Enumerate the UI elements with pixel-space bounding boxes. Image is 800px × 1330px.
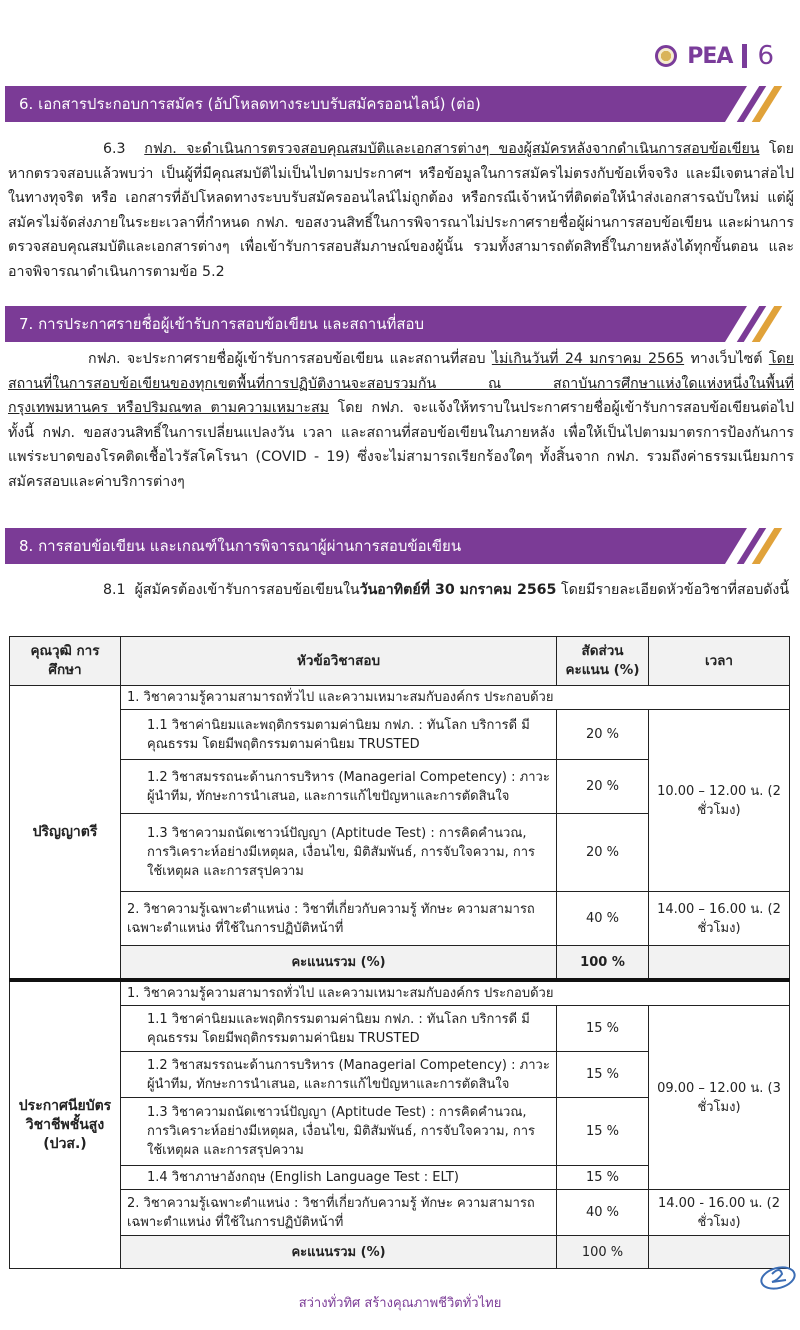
pct-cell: 15 %: [557, 1052, 649, 1098]
section-8-header: [5, 528, 795, 564]
pct-cell: 20 %: [557, 710, 649, 760]
pct-cell: 15 %: [557, 1166, 649, 1190]
exam-date: วันอาทิตย์ที่ 30 มกราคม 2565: [359, 582, 557, 598]
section-6-title: 6. เอกสารประกอบการสมัคร (อัปโหลดทางระบบรับสมัครออนไลน์) (ต่อ): [19, 95, 481, 113]
table-row: [10, 710, 790, 760]
signature-mark-icon: [756, 1262, 796, 1292]
total-label: คะแนนรวม (%): [121, 946, 557, 981]
general-heading: 1. วิชาความรู้ความสามารถทั่วไป และความเหมาะสมกับองค์กร ประกอบด้วย: [121, 980, 790, 1006]
time-cell: 10.00 – 12.00 น. (2 ชั่วโมง): [649, 710, 790, 892]
pct-cell: 15 %: [557, 1098, 649, 1166]
total-row: [10, 946, 790, 981]
general-heading: 1. วิชาความรู้ความสามารถทั่วไป และความเหมาะสมกับองค์กร ประกอบด้วย: [121, 686, 790, 710]
table-row: [10, 1006, 790, 1052]
section-6-header: [5, 86, 795, 122]
table-row: [10, 1190, 790, 1236]
time-cell: 09.00 – 12.00 น. (3 ชั่วโมง): [649, 1006, 790, 1190]
pct-cell: 40 %: [557, 892, 649, 946]
header-qualification: คุณวุฒิ การศึกษา: [10, 637, 121, 686]
pct-cell: 40 %: [557, 1190, 649, 1236]
subject-cell: 1.3 วิชาความถนัดเชาวน์ปัญญา (Aptitude Test) : การคิดคำนวณ, การวิเคราะห์อย่างมีเหตุผล, เงื่อนไข, มิติสัมพันธ์, การจับใจความ, การใช้เหตุผล และการสรุปความ: [121, 814, 557, 892]
qualification-cell: ปริญญาตรี: [10, 686, 121, 981]
subject-cell: 2. วิชาความรู้เฉพาะตำแหน่ง : วิชาที่เกี่ยวกับความรู้ ทักษะ ความสามารถเฉพาะตำแหน่ง ที่ใช้ในการปฏิบัติหน้าที่: [121, 892, 557, 946]
exam-subjects-table: [9, 636, 790, 1269]
total-pct: 100 %: [557, 946, 649, 981]
total-row: [10, 1236, 790, 1269]
subject-cell: 1.4 วิชาภาษาอังกฤษ (English Language Test : ELT): [121, 1166, 557, 1190]
subject-cell: 1.2 วิชาสมรรถนะด้านการบริหาร (Managerial Competency) : ภาวะผู้นำทีม, ทักษะการนำเสนอ, และการแก้ไขปัญหาและการตัดสินใจ: [121, 760, 557, 814]
header-score-ratio: สัดส่วนคะแนน (%): [557, 637, 649, 686]
table-row: [10, 686, 790, 710]
subject-cell: 1.1 วิชาค่านิยมและพฤติกรรมตามค่านิยม กฟภ. : ทันโลก บริการดี มีคุณธรรม โดยมีพฤติกรรมตามค่านิยม TRUSTED: [121, 710, 557, 760]
total-pct: 100 %: [557, 1236, 649, 1269]
page-number: 6: [757, 41, 774, 71]
qualification-cell: ประกาศนียบัตรวิชาชีพชั้นสูง (ปวส.): [10, 980, 121, 1269]
divider: [742, 44, 747, 68]
underlined-text: กฟภ. จะดำเนินการตรวจสอบคุณสมบัติและเอกสารต่างๆ ของผู้สมัครหลังจากดำเนินการสอบข้อเขียน: [144, 141, 760, 157]
table-header-row: [10, 637, 790, 686]
time-cell: 14.00 - 16.00 น. (2 ชั่วโมง): [649, 1190, 790, 1236]
header-time: เวลา: [649, 637, 790, 686]
total-label: คะแนนรวม (%): [121, 1236, 557, 1269]
pea-logo: PEA: [687, 43, 733, 69]
section-7-paragraph: กฟภ. จะประกาศรายชื่อผู้เข้ารับการสอบข้อเขียน และสถานที่สอบ ไม่เกินวันที่ 24 มกราคม 2565 ทางเว็บไซต์ โดยสถานที่ในการสอบข้อเขียนของทุกเขตพื้นที่การปฏิบัติงานจะสอบรวมกัน ณ สถาบันการศึกษาแห่งใดแห่งหนึ่งในพื้นที่กรุงเทพมหานคร หรือปริมณฑล ตามความเหมาะสม โดย กฟภ. จะแจ้งให้ทราบในประกาศรายชื่อผู้เข้ารับการสอบข้อเขียนต่อไป ทั้งนี้ กฟภ. ขอสงวนสิทธิ์ในการเปลี่ยนแปลงวัน เวลา และสถานที่สอบข้อเขียนในภายหลัง เพื่อให้เป็นไปตามมาตรการป้องกันการแพร่ระบาดของโรคติดเชื้อไวรัสโคโรนา (COVID - 19) ซึ่งจะไม่สามารถเรียกร้องใดๆ ทั้งสิ้นจาก กฟภ. รวมถึงค่าธรรมเนียมการสมัครสอบและค่าบริการต่างๆ: [8, 351, 794, 490]
location-text: โดยสถานที่ในการสอบข้อเขียนของทุกเขตพื้นที่การปฏิบัติงานจะสอบรวมกัน ณ สถาบันการศึกษาแห่งใดแห่งหนึ่งในพื้นที่กรุงเทพมหานคร หรือปริมณฑล ตามความเหมาะสม: [8, 351, 794, 416]
footer-slogan: สว่างทั่วทิศ สร้างคุณภาพชีวิตทั่วไทย: [298, 1296, 502, 1311]
section-7-header: [5, 306, 795, 342]
time-cell: 14.00 – 16.00 น. (2 ชั่วโมง): [649, 892, 790, 946]
section-8-paragraph: 8.1 ผู้สมัครต้องเข้ารับการสอบข้อเขียนในวันอาทิตย์ที่ 30 มกราคม 2565 โดยมีรายละเอียดหัวข้อวิชาที่สอบดังนี้: [103, 582, 790, 598]
subject-cell: 1.1 วิชาค่านิยมและพฤติกรรมตามค่านิยม กฟภ. : ทันโลก บริการดี มีคุณธรรม โดยมีพฤติกรรมตามค่านิยม TRUSTED: [121, 1006, 557, 1052]
pct-cell: 20 %: [557, 814, 649, 892]
section-6-paragraph: 6.3 กฟภ. จะดำเนินการตรวจสอบคุณสมบัติและเอกสารต่างๆ ของผู้สมัครหลังจากดำเนินการสอบข้อเขียน โดยหากตรวจสอบแล้วพบว่า เป็นผู้ที่มีคุณสมบัติไม่เป็นไปตามประกาศฯ หรือข้อมูลในการสมัครไม่ตรงกับข้อเท็จจริง และมีเจตนาส่อไปในทางทุจริต หรือ เอกสารที่อัปโหลดทางระบบรับสมัครออนไลน์ไม่ถูกต้อง หรือกรณีเจ้าหน้าที่ติดต่อให้นำส่งเอกสารฉบับใหม่ แต่ผู้สมัครไม่จัดส่งภายในระยะเวลาที่กำหนด กฟภ. ขอสงวนสิทธิ์ในการพิจารณาไม่ประกาศรายชื่อผู้ผ่านการสอบข้อเขียน และผ่านการตรวจสอบคุณสมบัติและเอกสารต่างๆ เพื่อเข้ารับการสอบสัมภาษณ์ของผู้นั้น รวมทั้งสามารถตัดสิทธิ์ในภายหลังได้ทุกขั้นตอน และอาจพิจารณาดำเนินการตามข้อ 5.2: [8, 141, 794, 280]
section-8-title: 8. การสอบข้อเขียน และเกณฑ์ในการพิจารณาผู้ผ่านการสอบข้อเขียน: [19, 537, 462, 555]
header-subject: หัวข้อวิชาสอบ: [121, 637, 557, 686]
pct-cell: 20 %: [557, 760, 649, 814]
subject-cell: 1.2 วิชาสมรรถนะด้านการบริหาร (Managerial Competency) : ภาวะผู้นำทีม, ทักษะการนำเสนอ, และการแก้ไขปัญหาและการตัดสินใจ: [121, 1052, 557, 1098]
pct-cell: 15 %: [557, 1006, 649, 1052]
subject-cell: 1.3 วิชาความถนัดเชาวน์ปัญญา (Aptitude Test) : การคิดคำนวณ, การวิเคราะห์อย่างมีเหตุผล, เงื่อนไข, มิติสัมพันธ์, การจับใจความ, การใช้เหตุผล และการสรุปความ: [121, 1098, 557, 1166]
page-header: [655, 38, 774, 74]
deadline-text: ไม่เกินวันที่ 24 มกราคม 2565: [491, 351, 685, 367]
subject-cell: 2. วิชาความรู้เฉพาะตำแหน่ง : วิชาที่เกี่ยวกับความรู้ ทักษะ ความสามารถเฉพาะตำแหน่ง ที่ใช้ในการปฏิบัติหน้าที่: [121, 1190, 557, 1236]
pea-emblem-icon: [655, 45, 677, 67]
table-row: [10, 892, 790, 946]
table-row: [10, 980, 790, 1006]
section-7-title: 7. การประกาศรายชื่อผู้เข้ารับการสอบข้อเขียน และสถานที่สอบ: [19, 315, 425, 333]
